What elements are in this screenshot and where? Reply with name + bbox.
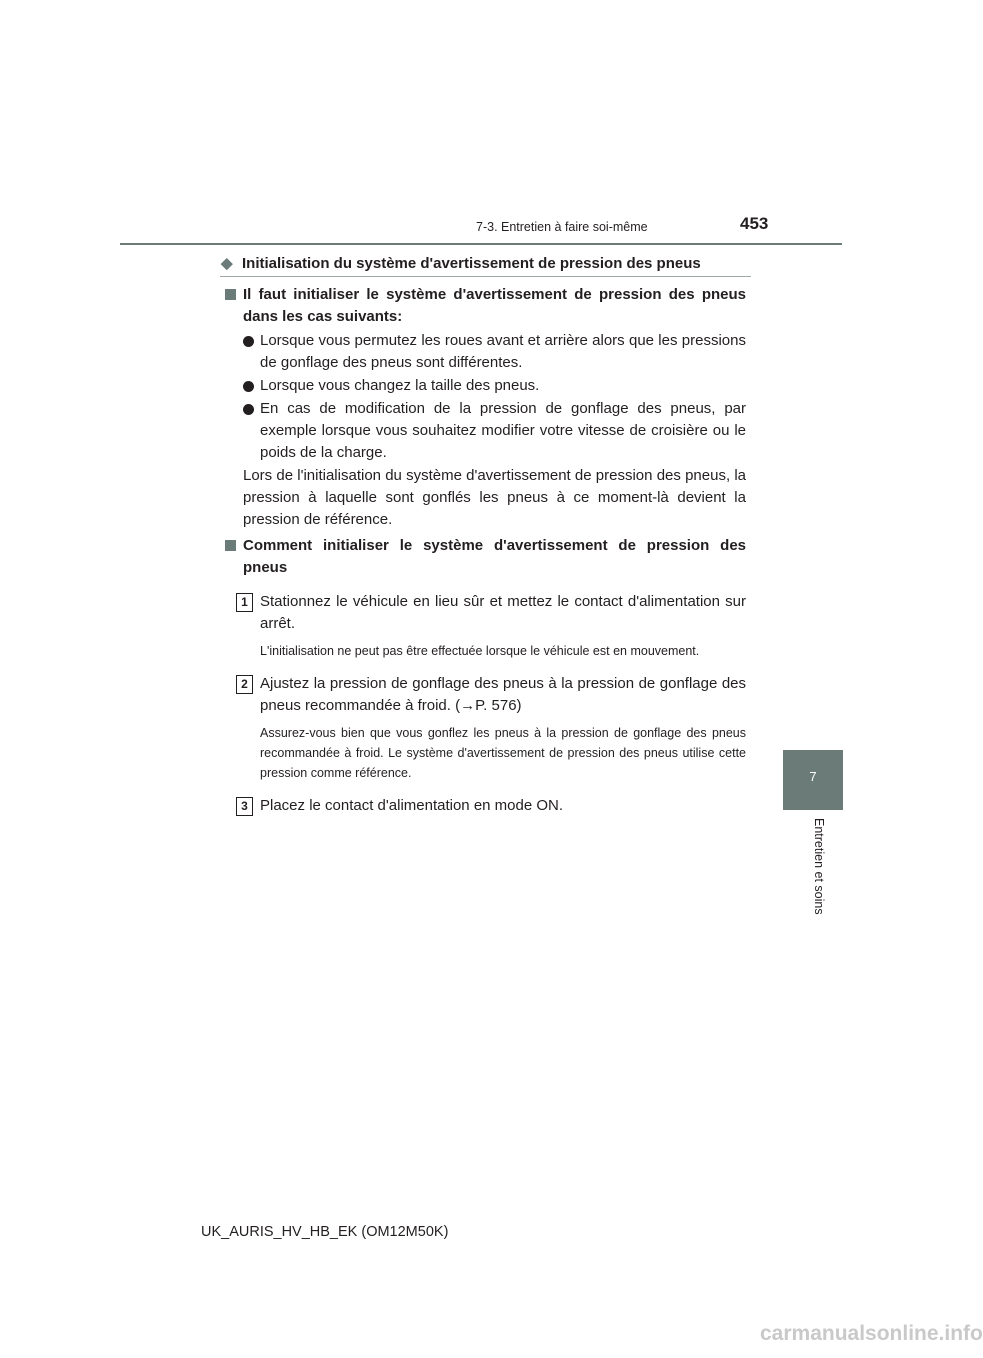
step-3 bbox=[222, 795, 746, 817]
square-bullet-icon bbox=[225, 289, 236, 300]
explanation-paragraph: Lors de l'initialisation du système d'avertissement de pression des pneus, la pression à laquelle sont gonflés les pneus à ce moment-là devient la pression de référence. bbox=[243, 467, 746, 528]
chapter-title: Entretien et soins bbox=[812, 818, 826, 915]
section-title bbox=[221, 254, 701, 272]
circle-bullet-icon bbox=[243, 381, 254, 392]
step-text: Ajustez la pression de gonflage des pneus à la pression de gonflage des pneus recommandée à froid. (→P. 576) bbox=[260, 675, 746, 714]
step-number-badge: 1 bbox=[236, 593, 253, 612]
main-content bbox=[222, 284, 746, 817]
chapter-number: 7 bbox=[809, 769, 817, 784]
list-item-text: Lorsque vous permutez les roues avant et arrière alors que les pressions de gonflage des pneus sont différentes. bbox=[260, 332, 746, 371]
step-number-badge: 2 bbox=[236, 675, 253, 694]
circle-bullet-icon bbox=[243, 404, 254, 415]
section-title-text: Initialisation du système d'avertissement de pression des pneus bbox=[242, 255, 701, 272]
step-note: L'initialisation ne peut pas être effectuée lorsque le véhicule est en mouvement. bbox=[260, 644, 700, 658]
subheading bbox=[222, 535, 746, 579]
square-bullet-icon bbox=[225, 540, 236, 551]
step-number-badge: 3 bbox=[236, 797, 253, 816]
document-code: UK_AURIS_HV_HB_EK (OM12M50K) bbox=[201, 1224, 449, 1240]
step-note: Assurez-vous bien que vous gonflez les pneus à la pression de gonflage des pneus recommandée à froid. Le système d'avertissement de pression des pneus utilise cette pression comme référence. bbox=[260, 726, 746, 780]
list-item bbox=[222, 330, 746, 374]
list-item bbox=[222, 375, 746, 397]
page-number: 453 bbox=[740, 214, 769, 233]
list-item-text: En cas de modification de la pression de gonflage des pneus, par exemple lorsque vous souhaitez modifier votre vitesse de croisière ou le poids de la charge. bbox=[260, 400, 746, 461]
list-item-text: Lorsque vous changez la taille des pneus. bbox=[260, 377, 540, 394]
subheading-text: Il faut initialiser le système d'avertissement de pression des pneus dans les cas suivants: bbox=[243, 286, 746, 325]
header-section-title: 7-3. Entretien à faire soi-même bbox=[476, 220, 648, 234]
diamond-icon: ◆ bbox=[221, 255, 233, 272]
step-2 bbox=[222, 673, 746, 717]
header-divider bbox=[120, 243, 842, 245]
subheading-text: Comment initialiser le système d'avertissement de pression des pneus bbox=[243, 537, 746, 576]
step-1 bbox=[222, 591, 746, 635]
watermark: carmanualsonline.info bbox=[760, 1322, 983, 1345]
step-text: Placez le contact d'alimentation en mode ON. bbox=[260, 797, 564, 814]
list-item bbox=[222, 398, 746, 464]
subheading bbox=[222, 284, 746, 328]
circle-bullet-icon bbox=[243, 336, 254, 347]
section-title-divider bbox=[220, 276, 751, 277]
chapter-tab bbox=[783, 750, 843, 810]
step-text: Stationnez le véhicule en lieu sûr et mettez le contact d'alimentation sur arrêt. bbox=[260, 593, 746, 632]
